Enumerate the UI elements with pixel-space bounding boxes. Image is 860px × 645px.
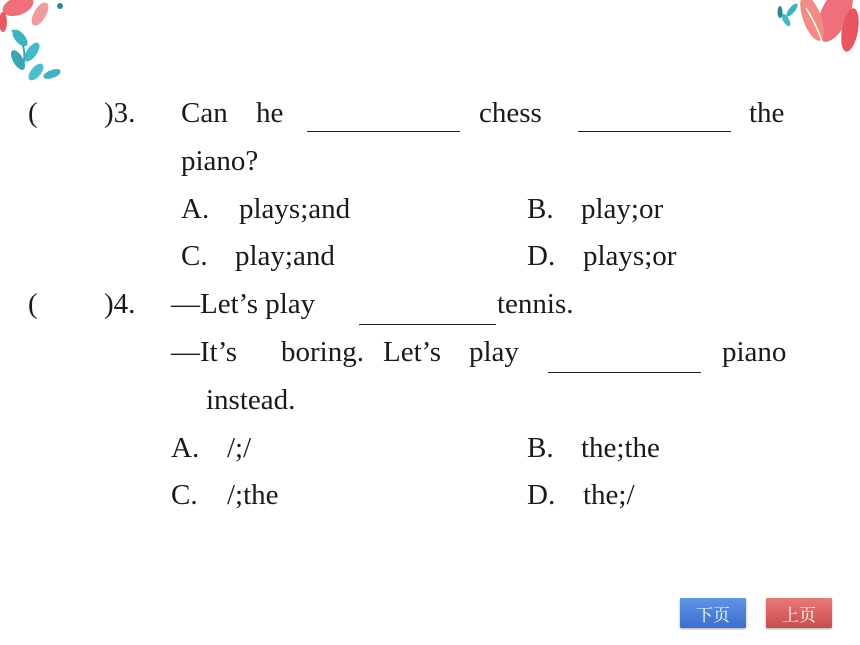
q4-option-letter: A. — [171, 432, 200, 464]
q3-blank-1 — [307, 131, 460, 132]
q3-option-letter: A. — [181, 193, 210, 225]
q4-dialogue-word: Let’s — [383, 336, 441, 368]
q3-stem-line2: piano? — [181, 145, 259, 177]
next-page-label: 下页 — [696, 605, 730, 626]
decorative-leaves-top-right — [730, 0, 860, 80]
q4-dialogue-word: boring. — [281, 336, 364, 368]
q4-dialogue-line1: —Let’s play — [171, 288, 316, 320]
q3-blank-2 — [578, 131, 731, 132]
q4-option-letter: C. — [171, 479, 198, 511]
decorative-leaves-top-left — [0, 0, 110, 100]
q4-dialogue-line1-end: tennis. — [497, 288, 574, 320]
q4-dialogue-word: play — [469, 336, 519, 368]
q4-option-text: /;the — [227, 479, 279, 511]
previous-page-label: 上页 — [782, 605, 816, 626]
q3-stem-word: the — [749, 97, 785, 129]
q4-option-text: /;/ — [227, 432, 252, 464]
q3-stem-word: he — [256, 97, 284, 129]
q3-answer-paren: ( — [28, 97, 38, 129]
q4-option-letter: D. — [527, 479, 556, 511]
q3-stem-word: Can — [181, 97, 228, 129]
q3-number: )3. — [104, 97, 136, 129]
q3-option-text: play;and — [235, 240, 335, 272]
q4-number: )4. — [104, 288, 136, 320]
q3-option-letter: C. — [181, 240, 208, 272]
q4-dialogue-word: —It’s — [171, 336, 238, 368]
q4-blank-2 — [548, 372, 701, 373]
q4-option-letter: B. — [527, 432, 554, 464]
q3-option-text: plays;and — [239, 193, 351, 225]
q4-dialogue-word: piano — [722, 336, 787, 368]
q3-stem-word: chess — [479, 97, 542, 129]
q4-blank-1 — [359, 324, 496, 325]
q3-option-text: plays;or — [583, 240, 677, 272]
next-page-button[interactable] — [680, 598, 746, 628]
q4-answer-paren: ( — [28, 288, 38, 320]
q3-option-letter: B. — [527, 193, 554, 225]
q4-dialogue-line3: instead. — [206, 384, 296, 416]
previous-page-button[interactable] — [766, 598, 832, 628]
q4-option-text: the;the — [581, 432, 660, 464]
q3-option-text: play;or — [581, 193, 664, 225]
q3-option-letter: D. — [527, 240, 556, 272]
q4-option-text: the;/ — [583, 479, 635, 511]
